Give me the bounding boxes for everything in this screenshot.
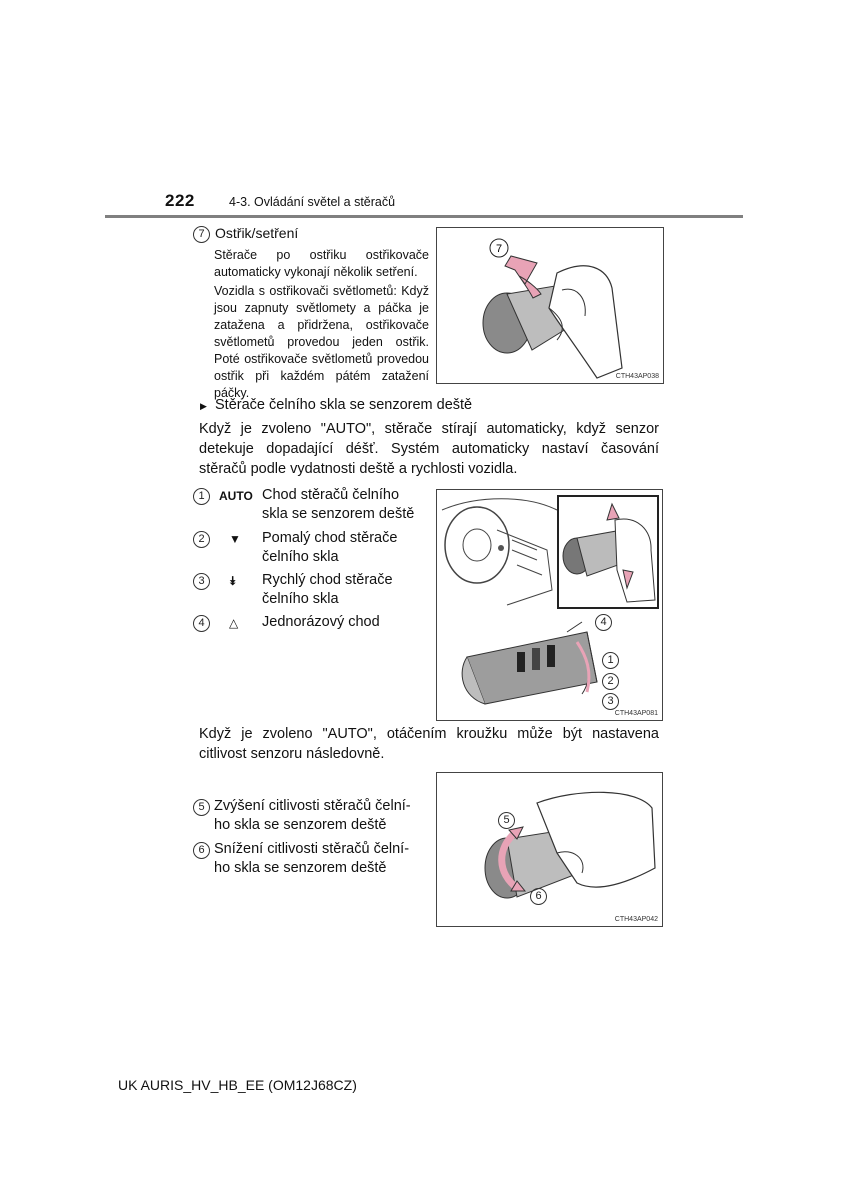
wiper-mode-label [262, 486, 432, 524]
triangle-bullet-icon: ▶ [200, 401, 207, 411]
section-title: 4-3. Ovládání světel a stěračů [229, 195, 396, 209]
label-line-2: čelního skla [262, 591, 339, 607]
sensitivity-label [214, 840, 429, 878]
label-line-1: Zvýšení citlivosti stěračů čelní- [214, 798, 411, 814]
wiper-symbol-icon: ▼ [229, 532, 241, 546]
item-number: 5 [193, 799, 210, 816]
figure-lever-positions [436, 612, 663, 721]
label-line-1: Rychlý chod stěrače [262, 572, 393, 588]
figure-cabin [436, 489, 663, 613]
label-line-1: Pomalý chod stěrače [262, 530, 398, 546]
callout-4: 4 [595, 614, 612, 631]
item7-paragraph-1: Stěrače po ostřiku ostřikovače automaticky vykonají několik setření. [214, 248, 429, 279]
label-line-2: skla se senzorem deště [262, 506, 415, 522]
header-rule [105, 215, 743, 218]
page-number: 222 [165, 191, 195, 210]
washer-lever-illustration [437, 228, 663, 383]
item-number: 1 [193, 488, 210, 505]
figure-code: CTH43AP042 [614, 916, 658, 923]
figure-code: CTH43AP081 [614, 710, 658, 717]
label-line-1: Snížení citlivosti stěračů čelní- [214, 841, 410, 857]
item-number: 2 [193, 531, 210, 548]
sensor-intro: Když je zvoleno "AUTO", stěrače stírají automaticky, když senzor detekuje dopadající déšť. Systém automaticky nastaví časování stěračů podle vydatnosti deště a rychlosti vozidla. [199, 421, 659, 477]
callout-2: 2 [602, 673, 619, 690]
callout-3: 3 [602, 693, 619, 710]
item-number: 3 [193, 573, 210, 590]
footer-model-code: UK AURIS_HV_HB_EE (OM12J68CZ) [118, 1077, 357, 1093]
figure-code: CTH43AP038 [615, 373, 659, 380]
lever-positions-illustration [437, 612, 662, 720]
wiper-mode-label [262, 613, 432, 632]
figure-washer-lever [436, 227, 664, 384]
auto-sensitivity-text: Když je zvoleno "AUTO", otáčením kroužku může být nastavena citlivost senzoru následovně. [199, 726, 659, 762]
item-number: 6 [193, 842, 210, 859]
callout-6: 6 [530, 888, 547, 905]
label-line-2: čelního skla [262, 549, 339, 565]
cabin-illustration [437, 490, 662, 612]
wiper-mode-label [262, 571, 432, 609]
item-title-washer: Ostřik/setření [215, 225, 299, 241]
sensitivity-label [214, 797, 429, 835]
callout-7: 7 [495, 243, 503, 255]
label-line-1: Chod stěračů čelního [262, 487, 400, 503]
wiper-symbol-icon: △ [229, 616, 239, 630]
label-line-2: ho skla se senzorem deště [214, 817, 387, 833]
wiper-symbol-icon: ⯯ [229, 574, 237, 588]
callout-1: 1 [602, 652, 619, 669]
sensitivity-ring-illustration [437, 773, 662, 926]
item-number-7: 7 [193, 226, 210, 243]
label-line-2: ho skla se senzorem deště [214, 860, 387, 876]
item-number: 4 [193, 615, 210, 632]
wiper-mode-label [262, 529, 432, 567]
label-line-1: Jednorázový chod [262, 614, 380, 630]
subsection-heading: Stěrače čelního skla se senzorem deště [215, 397, 473, 413]
callout-5: 5 [498, 812, 515, 829]
figure-sensitivity-ring [436, 772, 663, 927]
item7-paragraph-2: Vozidla s ostřikovači světlometů: Když jsou zapnuty světlomety a páčka je zatažena a přidržena, ostřikovače světlometů provedou jeden ostřik. Poté ostřikovače světlometů provedou ostřik při každém pátém zatažení páčky. [214, 284, 429, 400]
wiper-symbol-icon: AUTO [219, 489, 253, 503]
